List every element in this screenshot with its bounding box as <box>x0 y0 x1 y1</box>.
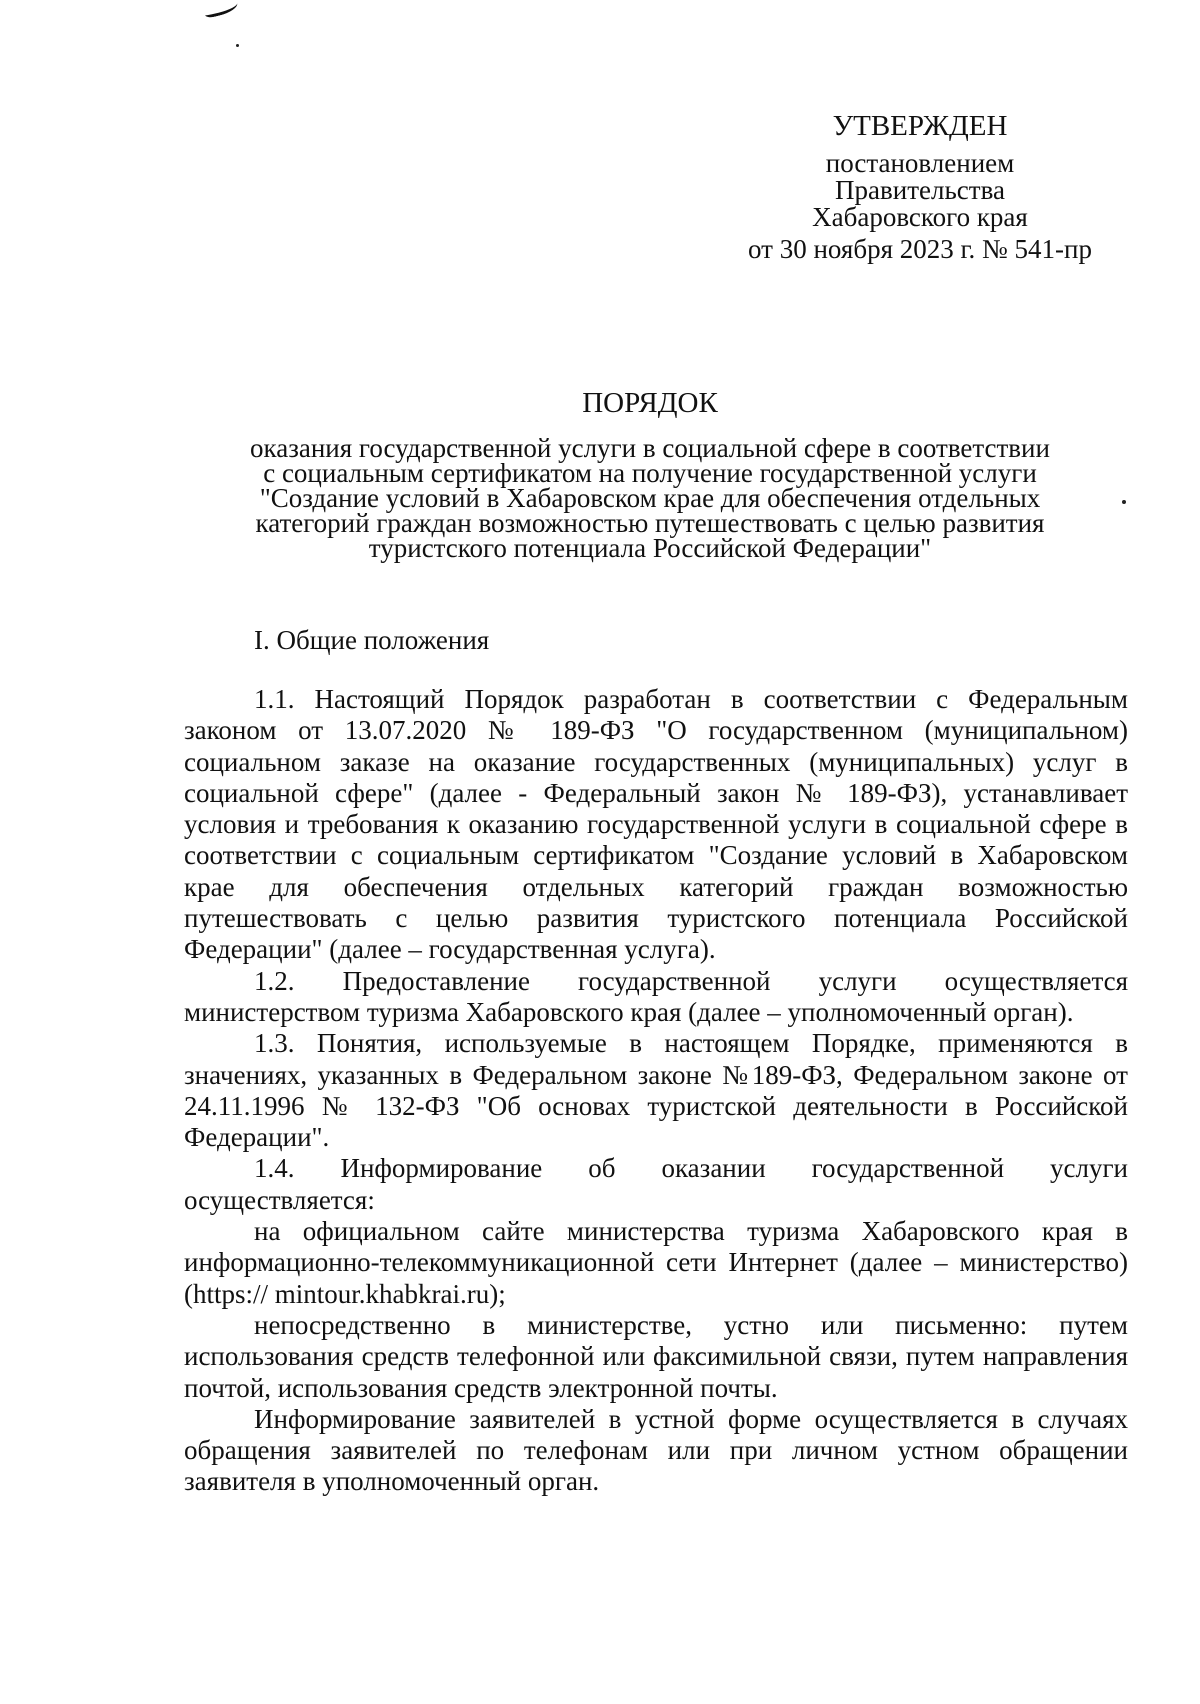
subtitle-line: с социальным сертификатом на получение государственной услуги <box>263 458 1037 488</box>
approval-heading: УТВЕРЖДЕН <box>832 110 1008 142</box>
approval-line: Правительства <box>835 175 1005 205</box>
paragraph: непосредственно в министерстве, устно или письменно: путем использования средств телефонной или факсимильной связи, путем направления почтой, использования средств электронной почты. <box>184 1309 1128 1403</box>
paragraph: на официальном сайте министерства туризма Хабаровского края в информационно-телекоммуникационной сети Интернет (далее – министерство) (https:// mintour.khabkrai.ru); <box>184 1216 1128 1309</box>
section-heading: I. Общие положения <box>254 625 490 655</box>
paragraph: 1.1. Настоящий Порядок разработан в соответствии с Федеральным законом от 13.07.2020 № 189-ФЗ "О государственном (муниципальном) социальном заказе на оказание государственных (муниципальных) услуг в социальной сфере" (далее - Федеральный закон № 189-ФЗ), устанавливает условия и требования к оказанию государственной услуги в социальной сфере в соответствии с социальным сертификатом "Создание условий в Хабаровском крае для обеспечения отдельных категорий граждан возможностью путешествовать с целью развития туристского потенциала Российской Федерации" (далее – государственная услуга). <box>184 684 1128 965</box>
subtitle-line: "Создание условий в Хабаровском крае для обеспечения отдельных <box>259 483 1041 513</box>
section-body <box>184 684 1128 1498</box>
subtitle-line: категорий граждан возможностью путешествовать с целью развития <box>255 508 1045 538</box>
scan-speck <box>1122 500 1126 504</box>
approval-line: постановлением <box>825 148 1015 178</box>
subtitle-line: туристского потенциала Российской Федерации" <box>368 533 932 563</box>
paragraph: 1.3. Понятия, используемые в настоящем Порядке, применяются в значениях, указанных в Федеральном законе №189-ФЗ, Федеральном законе от 24.11.1996 № 132-ФЗ "Об основах туристской деятельности в Российской Федерации". <box>184 1028 1128 1153</box>
subtitle-line: оказания государственной услуги в социальной сфере в соответствии <box>250 433 1050 463</box>
scan-artifact <box>203 0 239 19</box>
document-subtitle <box>180 433 1120 563</box>
paragraph: Информирование заявителей в устной форме осуществляется в случаях обращения заявителей по телефонам или при личном устном обращении заявителя в уполномоченный орган. <box>184 1403 1128 1497</box>
scan-speck <box>236 44 239 47</box>
document-title: ПОРЯДОК <box>582 387 718 419</box>
approval-line: Хабаровского края <box>812 202 1028 232</box>
paragraph: 1.2. Предоставление государственной услуги осуществляется министерством туризма Хабаровского края (далее – уполномоченный орган). <box>184 965 1128 1027</box>
paragraph: 1.4. Информирование об оказании государственной услуги осуществляется: <box>184 1153 1128 1215</box>
approval-date-number: от 30 ноября 2023 г. № 541-пр <box>748 234 1092 264</box>
approval-block <box>780 150 1060 231</box>
